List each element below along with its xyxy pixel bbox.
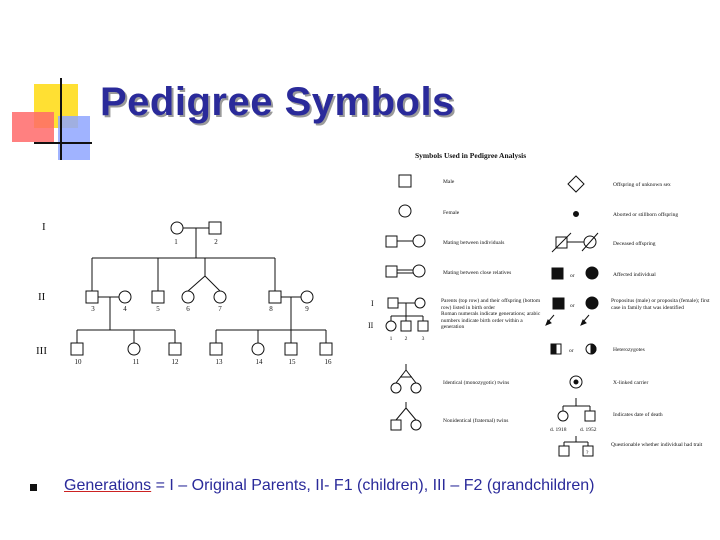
legend-label-affected: Affected individual <box>613 272 656 278</box>
ped-num-6: 6 <box>186 305 190 313</box>
legend-label-aborted: Aborted or stillborn offspring <box>613 212 679 218</box>
ped-male-15 <box>285 343 297 355</box>
ped-num-9: 9 <box>305 305 309 313</box>
legend-label-fraternal-twins: Nonidentical (fraternal) twins <box>443 418 509 424</box>
legend-label-carrier: X-linked carrier <box>613 380 649 386</box>
ped-male-10 <box>71 343 83 355</box>
ped-female-9 <box>301 291 313 303</box>
legend-label-questionable: Questionable whether individual had trait <box>611 442 703 448</box>
legend-label-unknown-sex: Offspring of unknown sex <box>613 182 671 188</box>
legend-label-questionable-wrap <box>611 442 703 462</box>
legend-label-male: Male <box>443 179 455 185</box>
legend-label-identical-twins: Identical (monozygotic) twins <box>443 380 510 386</box>
legend-num-2: 2 <box>404 336 408 342</box>
ped-num-3: 3 <box>91 305 95 313</box>
legend-affected-symbol <box>552 268 563 279</box>
legend-label-heterozygotes: Heterozygotes <box>613 347 645 353</box>
legend-gen-label-II: II <box>368 321 374 330</box>
ped-num-7: 7 <box>218 305 222 313</box>
ped-female-6 <box>182 291 194 303</box>
bullet-marker <box>30 484 37 491</box>
legend-aborted-symbol <box>574 212 579 217</box>
bullet-term: Generations <box>64 477 152 494</box>
ped-female-14 <box>252 343 264 355</box>
ped-num-1: 1 <box>174 238 178 246</box>
decor-red-square <box>12 112 54 142</box>
bullet-description: = I – Original Parents, II- F1 (children), III – F2 (grandchildren) <box>151 477 595 494</box>
legend-close-relatives-symbol <box>386 266 397 277</box>
ped-female-7 <box>214 291 226 303</box>
gen-label-II: II <box>38 291 46 303</box>
ped-num-8: 8 <box>269 305 273 313</box>
legend-num-3: 3 <box>421 336 425 342</box>
ped-num-2: 2 <box>214 238 218 246</box>
ped-num-15: 15 <box>288 358 296 366</box>
legend-parents-symbol <box>388 298 398 308</box>
ped-male-12 <box>169 343 181 355</box>
ped-female-11 <box>128 343 140 355</box>
legend-death-date-2: d. 1952 <box>580 427 597 433</box>
slide-title: Pedigree Symbols <box>100 80 455 124</box>
legend-male-symbol <box>399 175 411 187</box>
legend-label-death-date: Indicates date of death <box>613 412 663 418</box>
legend-or-propositus: or <box>570 303 575 309</box>
ped-male-8 <box>269 291 281 303</box>
ped-num-11: 11 <box>132 358 140 366</box>
legend-or-affected: or <box>570 273 575 279</box>
legend-mating-symbol <box>386 236 397 247</box>
legend-label-roman-numerals: Roman numerals indicate generations; arabic numbers indicate birth order within a generation <box>441 311 541 331</box>
decor-horizontal-line <box>34 142 92 144</box>
legend-death-date-1: d. 1918 <box>550 427 567 433</box>
ped-num-16: 16 <box>324 358 332 366</box>
ped-male-2 <box>209 222 221 234</box>
legend-or-heterozygotes: or <box>569 348 574 354</box>
figure-chart-title: Symbols Used in Pedigree Analysis <box>415 151 527 160</box>
legend-unknown-sex-symbol <box>568 176 584 192</box>
ped-num-13: 13 <box>215 358 223 366</box>
ped-num-12: 12 <box>171 358 179 366</box>
legend-gen-label-I: I <box>371 299 374 308</box>
legend-label-female: Female <box>443 210 460 216</box>
legend-female-symbol <box>399 205 411 217</box>
ped-male-5 <box>152 291 164 303</box>
legend-label-parents-wrap <box>441 298 545 358</box>
ped-male-16 <box>320 343 332 355</box>
ped-num-5: 5 <box>156 305 160 313</box>
ped-female-1 <box>171 222 183 234</box>
ped-male-3 <box>86 291 98 303</box>
gen-label-I: I <box>42 221 46 233</box>
bullet-text <box>64 476 704 495</box>
ped-num-4: 4 <box>123 305 127 313</box>
ped-num-10: 10 <box>74 358 82 366</box>
pedigree-figure <box>30 148 715 466</box>
legend-num-1: 1 <box>389 336 393 342</box>
ped-female-4 <box>119 291 131 303</box>
legend-label-deceased: Deceased offspring <box>613 241 656 247</box>
legend-label-propositus: Propositus (male) or proposita (female); first case in family that was identified <box>611 298 710 311</box>
pedigree-diagram <box>30 148 715 466</box>
legend-label-propositus-wrap <box>611 298 711 328</box>
ped-num-14: 14 <box>255 358 263 366</box>
ped-male-13 <box>210 343 222 355</box>
legend-label-parents: Parents (top row) and their offspring (bottom row) listed in birth order <box>441 298 541 311</box>
legend-label-mating: Mating between individuals <box>443 240 505 246</box>
legend-question-mark: ? <box>586 450 589 456</box>
gen-label-III: III <box>36 345 47 357</box>
legend-label-close-relatives: Mating between close relatives <box>443 270 512 276</box>
